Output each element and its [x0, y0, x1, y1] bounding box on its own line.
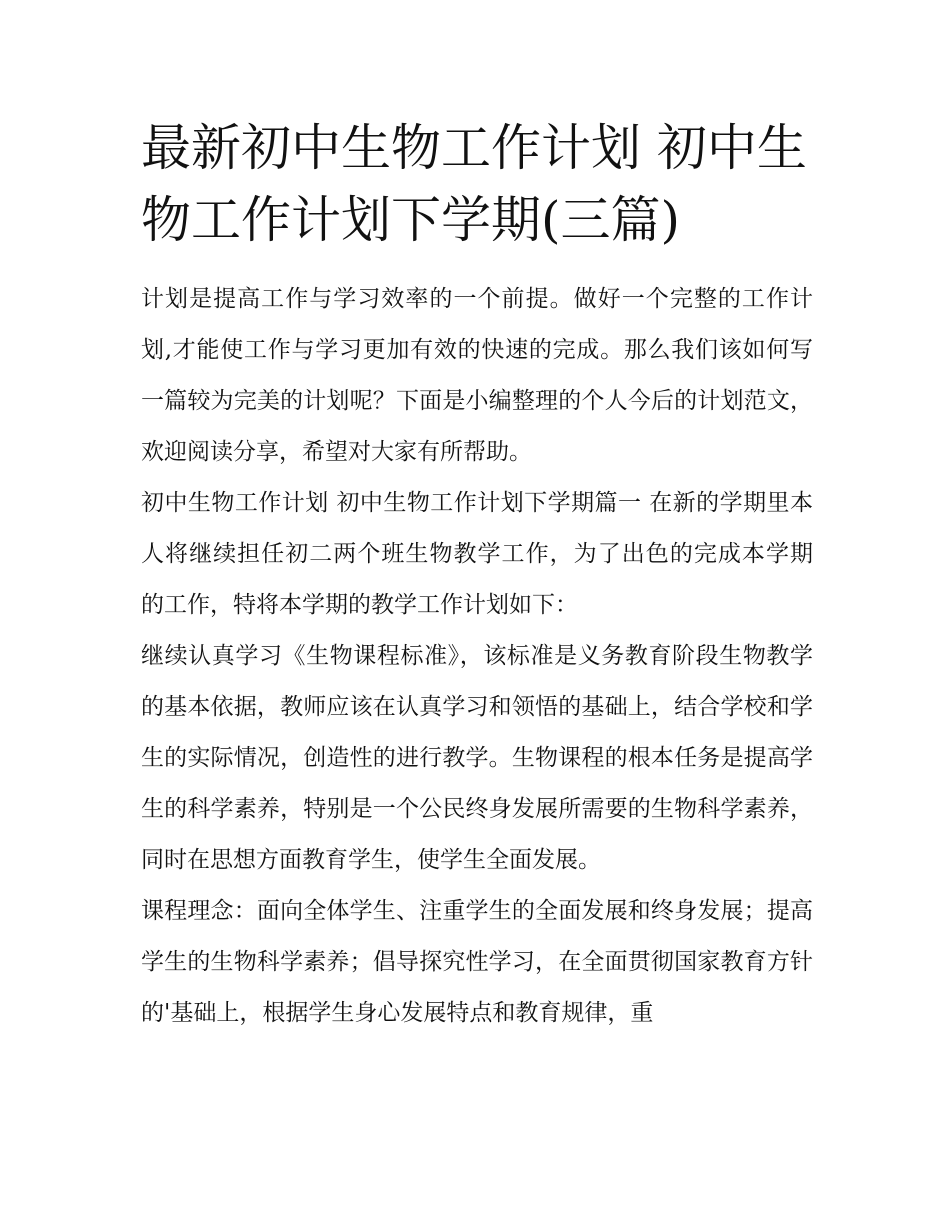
paragraph-curriculum-standard: 继续认真学习《生物课程标准》，该标准是义务教育阶段生物教学的基本依据，教师应该在认真学习和领悟的基础上，结合学校和学生的实际情况，创造性的进行教学。生物课程的根本任务是提高学生的科学素养，特别是一个公民终身发展所需要的生物科学素养，同时在思想方面教育学生，使学生全面发展。	[141, 643, 813, 873]
paragraph-curriculum-concept: 课程理念：面向全体学生、注重学生的全面发展和终身发展；提高学生的生物科学素养；倡导探究性学习，在全面贯彻国家教育方针的'基础上，根据学生身心发展特点和教育规律，重	[141, 898, 813, 1026]
document-body	[141, 274, 813, 1039]
document-content	[141, 112, 813, 1039]
document-title: 最新初中生物工作计划 初中生物工作计划下学期(三篇)	[141, 119, 807, 249]
paragraph-intro: 计划是提高工作与学习效率的一个前提。做好一个完整的工作计划,才能使工作与学习更加有效的快速的完成。那么我们该如何写一篇较为完美的计划呢？下面是小编整理的个人今后的计划范文，欢迎阅读分享，希望对大家有所帮助。	[141, 286, 813, 465]
paragraph-plan-one-intro: 初中生物工作计划 初中生物工作计划下学期篇一 在新的学期里本人将继续担任初二两个班生物教学工作，为了出色的完成本学期 的工作，特将本学期的教学工作计划如下：	[141, 490, 813, 618]
